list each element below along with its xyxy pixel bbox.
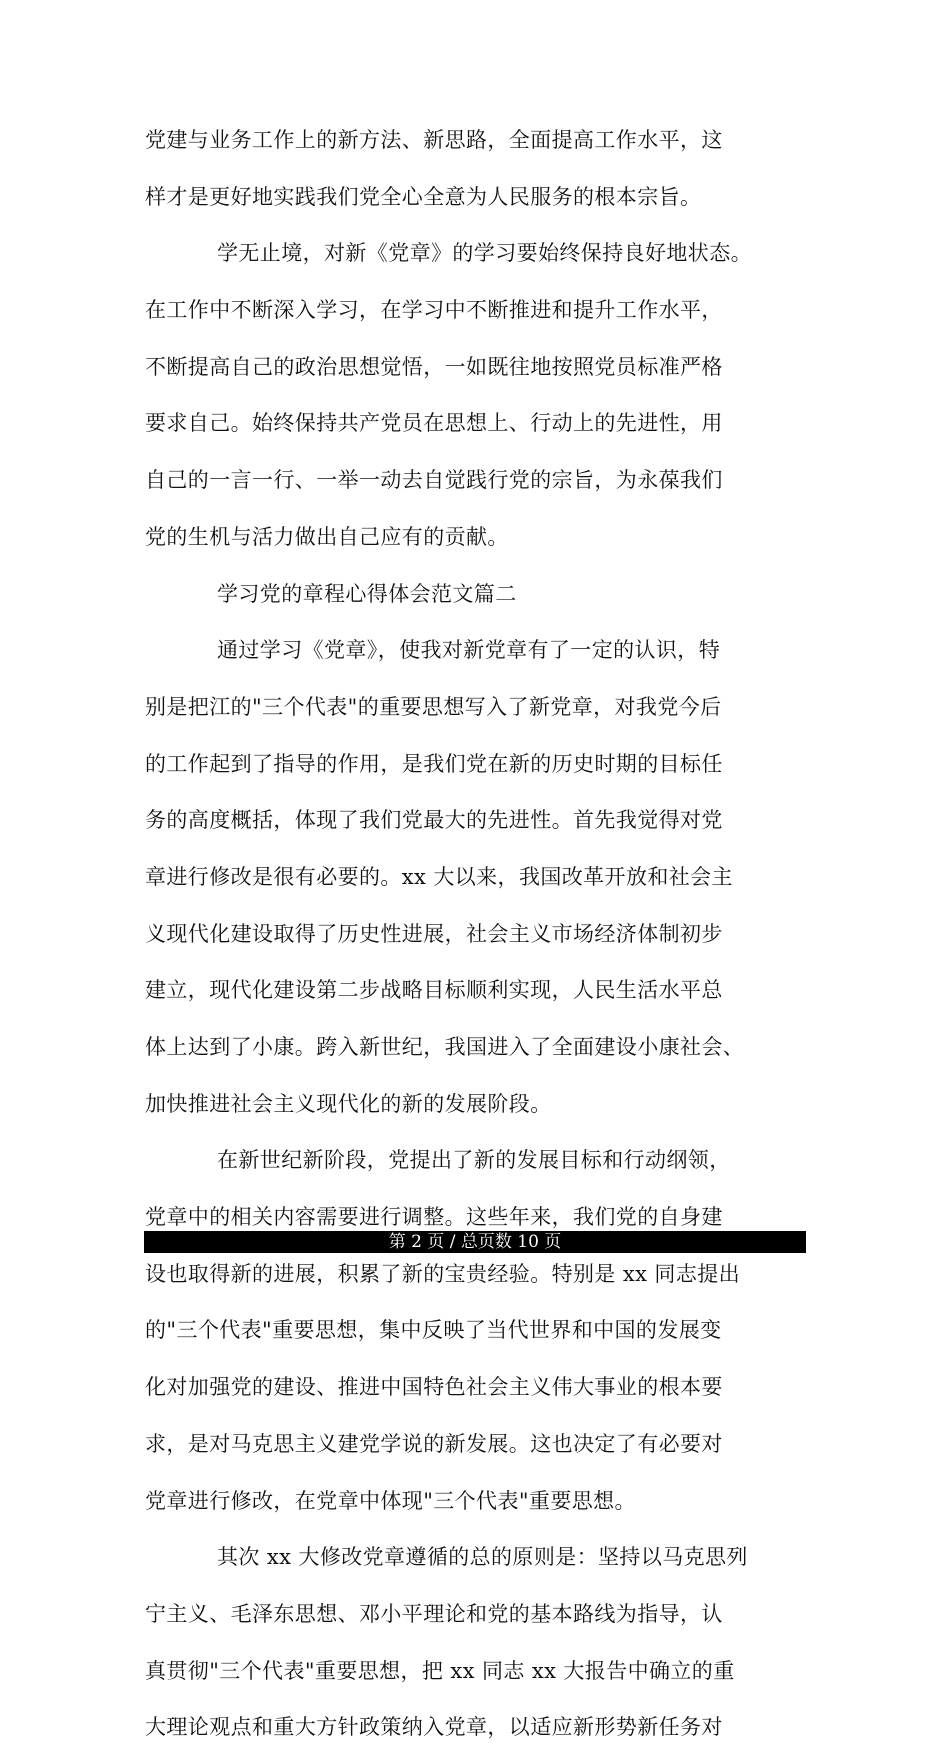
text-line: 真贯彻"三个代表"重要思想，把 xx 同志 xx 大报告中确立的重: [145, 1658, 735, 1683]
text-line: 设也取得新的进展，积累了新的宝贵经验。特别是 xx 同志提出: [145, 1261, 741, 1286]
text-line: 加快推进社会主义现代化的新的发展阶段。: [145, 1091, 552, 1116]
text-line: 章进行修改是很有必要的。xx 大以来，我国改革开放和社会主: [145, 864, 733, 889]
text-line: 求，是对马克思主义建党学说的新发展。这也决定了有必要对: [145, 1431, 723, 1456]
text-line: 的工作起到了指导的作用，是我们党在新的历史时期的目标任: [145, 751, 723, 776]
paragraph-start-line: 学无止境，对新《党章》的学习要始终保持良好地状态。: [217, 241, 752, 266]
text-line: 大理论观点和重大方针政策纳入党章，以适应新形势新任务对: [145, 1715, 723, 1740]
text-line: 建立，现代化建设第二步战略目标顺利实现，人民生活水平总: [145, 978, 723, 1003]
text-line: 宁主义、毛泽东思想、邓小平理论和党的基本路线为指导，认: [145, 1601, 723, 1626]
text-line: 样才是更好地实践我们党全心全意为人民服务的根本宗旨。: [145, 184, 702, 209]
text-line: 务的高度概括，体现了我们党最大的先进性。首先我觉得对党: [145, 808, 723, 833]
text-line: 在工作中不断深入学习，在学习中不断推进和提升工作水平，: [145, 298, 723, 323]
text-line: 义现代化建设取得了历史性进展，社会主义市场经济体制初步: [145, 921, 723, 946]
document-body: [145, 112, 810, 1756]
paragraph-start-line: 在新世纪新阶段，党提出了新的发展目标和行动纲领，: [217, 1148, 731, 1173]
page-footer: [144, 1231, 806, 1253]
text-line: 体上达到了小康。跨入新世纪，我国进入了全面建设小康社会、: [145, 1035, 745, 1059]
text-line: 的"三个代表"重要思想，集中反映了当代世界和中国的发展变: [145, 1318, 722, 1343]
text-line: 要求自己。始终保持共产党员在思想上、行动上的先进性，用: [145, 411, 723, 436]
page-number-text: 第 2 页 / 总页数 10 页: [388, 1232, 562, 1252]
text-line: 别是把江的"三个代表"的重要思想写入了新党章，对我党今后: [145, 694, 722, 719]
section-heading: 学习党的章程心得体会范文篇二: [217, 581, 517, 606]
text-line: 党章中的相关内容需要进行调整。这些年来，我们党的自身建: [145, 1205, 723, 1230]
text-line: 化对加强党的建设、推进中国特色社会主义伟大事业的根本要: [145, 1375, 723, 1400]
text-line: 党建与业务工作上的新方法、新思路，全面提高工作水平，这: [145, 128, 723, 152]
paragraph-start-line: 通过学习《党章》，使我对新党章有了一定的认识，特: [217, 638, 721, 663]
text-line: 自己的一言一行、一举一动去自觉践行党的宗旨，为永葆我们: [145, 468, 723, 493]
text-line: 党的生机与活力做出自己应有的贡献。: [145, 524, 509, 549]
text-line: 党章进行修改，在党章中体现"三个代表"重要思想。: [145, 1488, 636, 1513]
paragraph-start-line: 其次 xx 大修改党章遵循的总的原则是：坚持以马克思列: [217, 1545, 748, 1570]
text-line: 不断提高自己的政治思想觉悟，一如既往地按照党员标准严格: [145, 354, 723, 379]
